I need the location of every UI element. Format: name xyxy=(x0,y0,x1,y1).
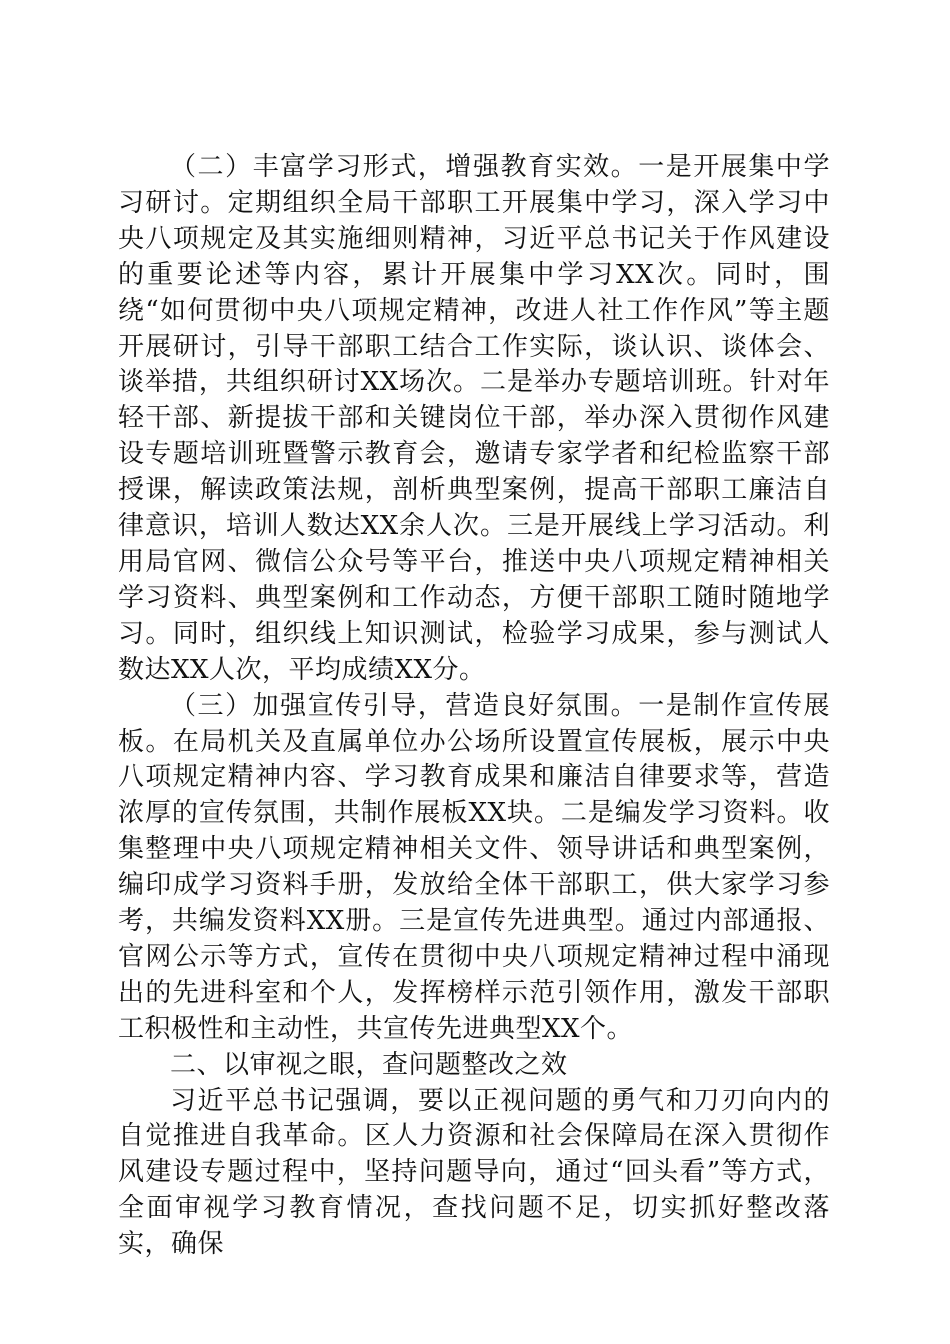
section-body-enrich-learning: 一是开展集中学习研讨。定期组织全局干部职工开展集中学习，深入学习中央八项规定及其实施细则精神，习近平总书记关于作风建设的重要论述等内容，累计开展集中学习XX次。同时，围绕“如何贯彻中央八项规定精神，改进人社工作作风”等主题开展研讨，引导干部职工结合工作实际，谈认识、谈体会、谈举措，共组织研讨XX场次。二是举办专题培训班。针对年轻干部、新提拔干部和关键岗位干部，举办深入贯彻作风建设专题培训班暨警示教育会，邀请专家学者和纪检监察干部授课，解读政策法规，剖析典型案例，提高干部职工廉洁自律意识，培训人数达XX余人次。三是开展线上学习活动。利用局官网、微信公众号等平台，推送中央八项规定精神相关学习资料、典型案例和工作动态，方便干部职工随时随地学习。同时，组织线上知识测试，检验学习成果，参与测试人数达XX人次，平均成绩XX分。 xyxy=(118,152,830,685)
document-body xyxy=(118,150,830,1263)
closing-paragraph: 习近平总书记强调，要以正视问题的勇气和刀刃向内的自觉推进自我革命。区人力资源和社会保障局在深入贯彻作风建设专题过程中，坚持问题导向，通过“回头看”等方式，全面审视学习教育情况，查找问题不足，切实抓好整改落实，确保 xyxy=(118,1085,830,1260)
section-lead-publicity: （三）加强宣传引导，营造良好氛围。 xyxy=(170,690,639,721)
section-heading-review: 二、以审视之眼，查问题整改之效 xyxy=(170,1049,568,1080)
section-paragraph-enrich-learning xyxy=(118,150,830,689)
section-body-publicity: 一是制作宣传展板。在局机关及直属单位办公场所设置宣传展板，展示中央八项规定精神内容、学习教育成果和廉洁自律要求等，营造浓厚的宣传氛围，共制作展板XX块。二是编发学习资料。收集整理中央八项规定精神相关文件、领导讲话和典型案例，编印成学习资料手册，发放给全体干部职工，供大家学习参考，共编发资料XX册。三是宣传先进典型。通过内部通报、官网公示等方式，宣传在贯彻中央八项规定精神过程中涌现出的先进科室和个人，发挥榜样示范引领作用，激发干部职工积极性和主动性，共宣传先进典型XX个。 xyxy=(118,690,830,1044)
section-lead-enrich-learning: （二）丰富学习形式，增强教育实效。 xyxy=(170,152,639,182)
section-paragraph-publicity xyxy=(118,689,830,1048)
